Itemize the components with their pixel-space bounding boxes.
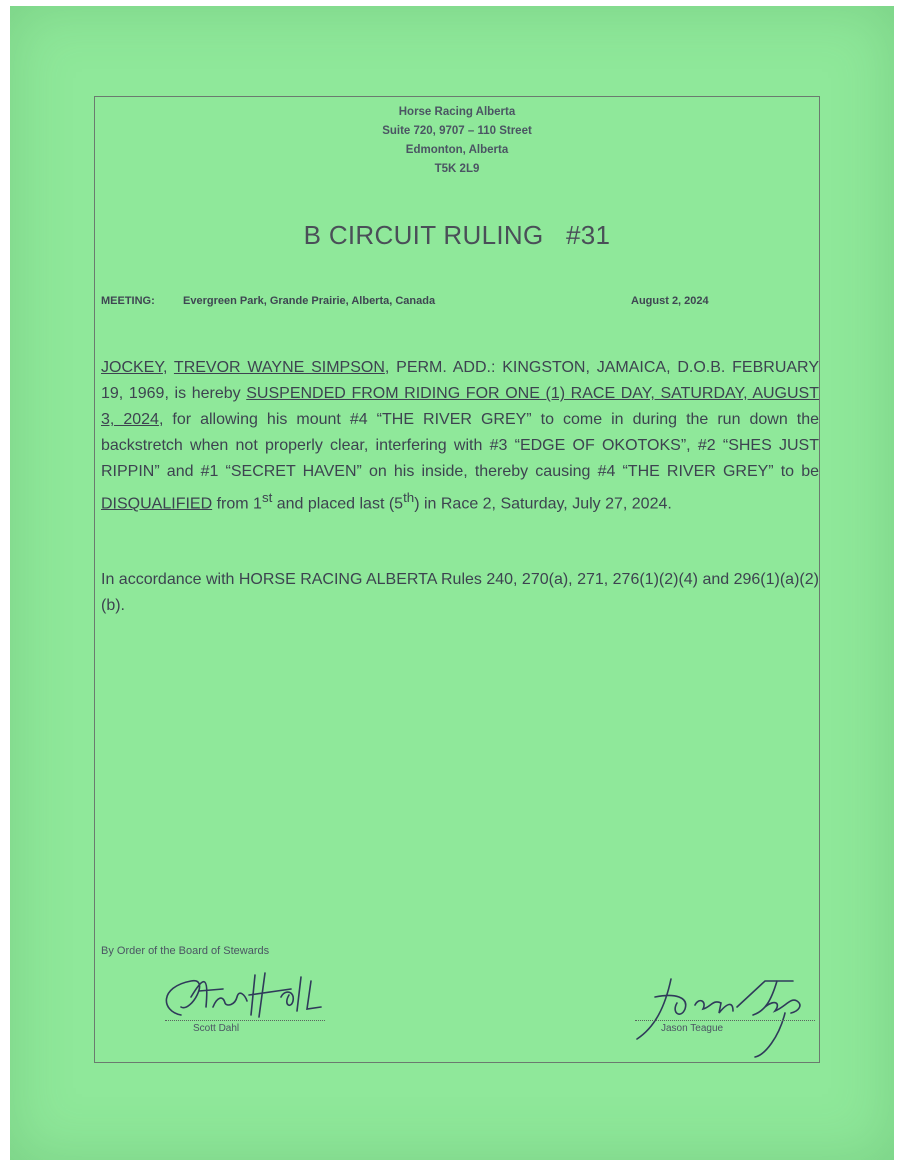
document-frame — [94, 96, 820, 1063]
ruling-text-a: , PERM. ADD.: KINGSTON, JAMAICA, D.O.B. FEBRUARY 19, 1969, is hereby — [101, 359, 819, 402]
signature-line-2 — [635, 1020, 815, 1021]
ruling-document — [10, 6, 894, 1160]
ruling-paragraph: JOCKEY, TREVOR WAYNE SIMPSON, PERM. ADD.: KINGSTON, JAMAICA, D.O.B. FEBRUARY 19, 1969, is hereby SUSPENDED FROM RIDING FOR ONE (1) RACE DAY, SATURDAY, AUGUST 3, 2024, for allowing his mount #4 “THE RIVER GREY” to come in during the run down the backstretch when not properly clear, interfering with #3 “EDGE OF OKOTOKS”, #2 “SHES JUST RIPPIN” and #1 “SECRET HAVEN” on his inside, thereby causing #4 “THE RIVER GREY” to be DISQUALIFIED from 1st and placed last (5th) in Race 2, Saturday, July 27, 2024. — [101, 359, 819, 513]
suspension-text: SUSPENDED FROM RIDING FOR ONE (1) RACE DAY, SATURDAY, AUGUST 3, 2024 — [101, 385, 819, 428]
signature-line-1 — [165, 1020, 325, 1021]
ruling-text-b: , for allowing his mount #4 “THE RIVER GREY” to come in during the run down the backstretch when not properly clear, interfering with #3 “EDGE OF OKOTOKS”, #2 “SHES JUST RIPPIN” and #1 “SECRET HAVEN” on his inside, thereby causing #4 “THE RIVER GREY” to be — [101, 411, 819, 480]
signature-jason-teague — [615, 967, 815, 1062]
meeting-label: MEETING: — [101, 295, 155, 307]
steward-2-name: Jason Teague — [661, 1023, 724, 1034]
steward-1-name: Scott Dahl — [193, 1023, 240, 1034]
meeting-location: Evergreen Park, Grande Prairie, Alberta, Canada — [183, 295, 436, 307]
ruling-title: B CIRCUIT RULING #31 — [303, 220, 611, 250]
rules-paragraph: In accordance with HORSE RACING ALBERTA Rules 240, 270(a), 271, 276(1)(2)(4) and 296(1)(a)(2)(b). — [101, 571, 819, 614]
address-line-1: Suite 720, 9707 – 110 Street — [382, 125, 532, 137]
letterhead — [95, 103, 819, 179]
meeting-date: August 2, 2024 — [631, 295, 709, 307]
org-name: Horse Racing Alberta — [398, 106, 516, 118]
role: JOCKEY — [101, 359, 163, 376]
postal-code: T5K 2L9 — [434, 163, 480, 175]
disqualified-text: DISQUALIFIED — [101, 495, 213, 513]
address-line-2: Edmonton, Alberta — [405, 144, 509, 156]
order-by-text: By Order of the Board of Stewards — [101, 945, 270, 957]
jockey-name: TREVOR WAYNE SIMPSON — [173, 359, 385, 376]
